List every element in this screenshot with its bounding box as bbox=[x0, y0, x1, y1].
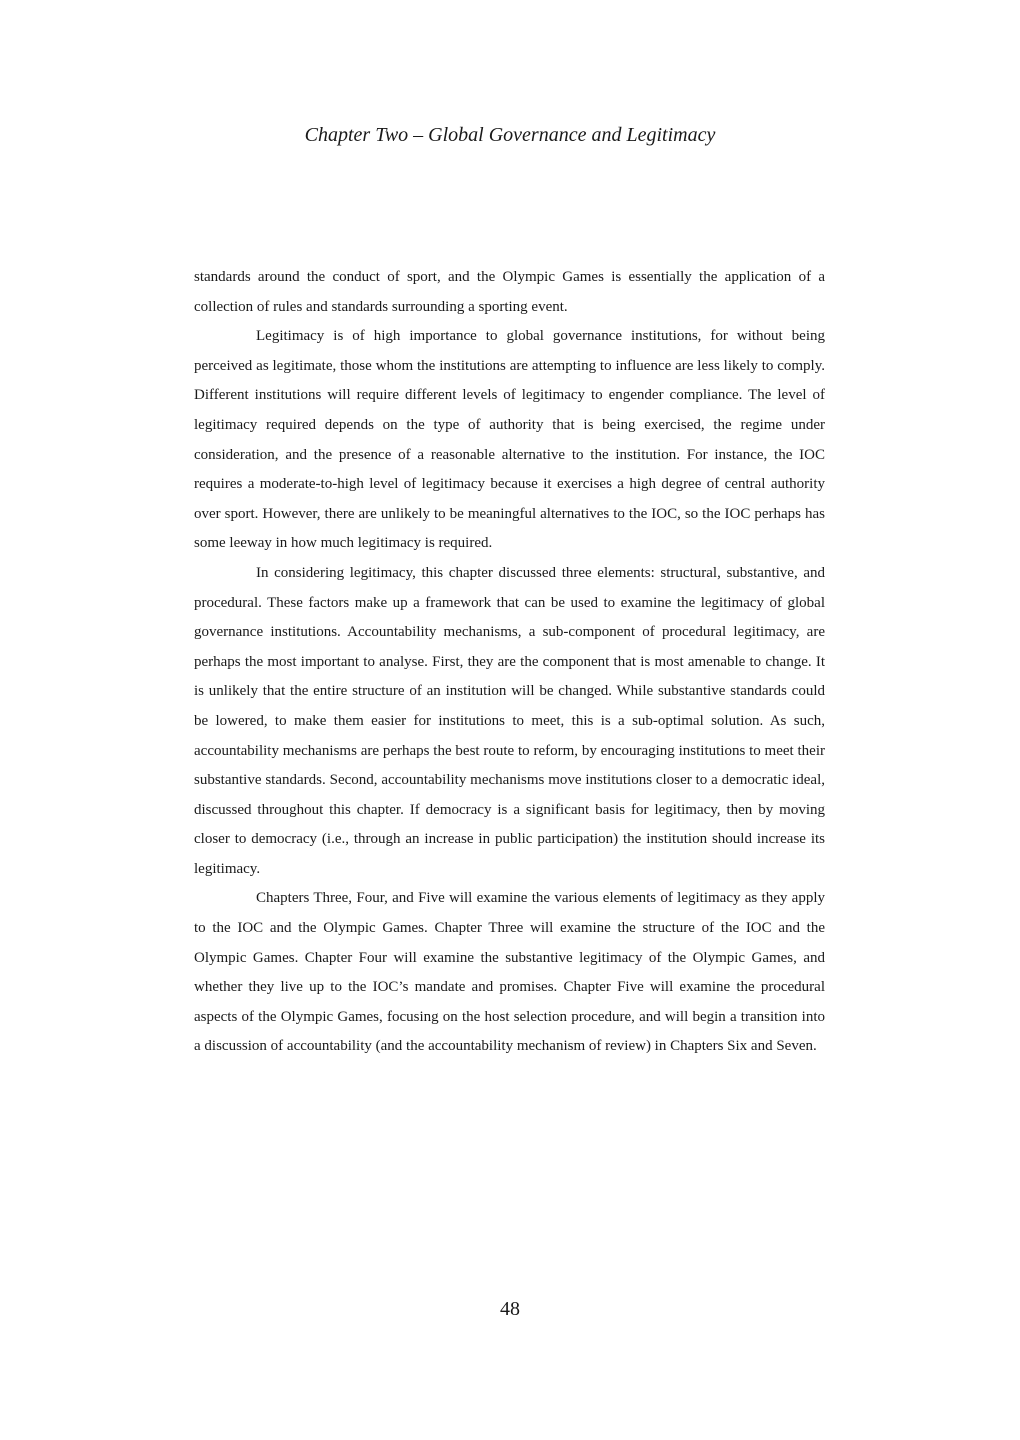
paragraph-chapter-outline: Chapters Three, Four, and Five will examine the various elements of legitimacy as they apply to the IOC and the Olympic Games. Chapter Three will examine the structure of the IOC and the Olympic Games. Chapter Four will examine the substantive legitimacy of the Olympic Games, and whether they live up to the IOC’s mandate and promises. Chapter Five will examine the procedural aspects of the Olympic Games, focusing on the host selection procedure, and will begin a transition into a discussion of accountability (and the accountability mechanism of review) in Chapters Six and Seven. bbox=[194, 890, 825, 1055]
paragraph-continuation: standards around the conduct of sport, and the Olympic Games is essentially the application of a collection of rules and standards surrounding a sporting event. bbox=[194, 269, 825, 315]
running-header: Chapter Two – Global Governance and Legitimacy bbox=[304, 124, 716, 146]
paragraph-legitimacy-elements: In considering legitimacy, this chapter discussed three elements: structural, substantive, and procedural. These factors make up a framework that can be used to examine the legitimacy of global governance institutions. Accountability mechanisms, a sub-component of procedural legitimacy, are perhaps the most important to analyse. First, they are the component that is most amenable to change. It is unlikely that the entire structure of an institution will be changed. While substantive standards could be lowered, to make them easier for institutions to meet, this is a sub-optimal solution. As such, accountability mechanisms are perhaps the best route to reform, by encouraging institutions to meet their substantive standards. Second, accountability mechanisms move institutions closer to a democratic ideal, discussed throughout this chapter. If democracy is a significant basis for legitimacy, then by moving closer to democracy (i.e., through an increase in public participation) the institution should increase its legitimacy. bbox=[194, 564, 825, 877]
page-number: 48 bbox=[500, 1298, 520, 1320]
paragraph-legitimacy-importance: Legitimacy is of high importance to global governance institutions, for without being perceived as legitimate, those whom the institutions are attempting to influence are less likely to comply. Different institutions will require different levels of legitimacy to engender compliance. The level of legitimacy required depends on the type of authority that is being exercised, the regime under consideration, and the presence of a reasonable alternative to the institution. For instance, the IOC requires a moderate-to-high level of legitimacy because it exercises a high degree of central authority over sport. However, there are unlikely to be meaningful alternatives to the IOC, so the IOC perhaps has some leeway in how much legitimacy is required. bbox=[194, 328, 825, 552]
body-text bbox=[194, 263, 825, 1062]
